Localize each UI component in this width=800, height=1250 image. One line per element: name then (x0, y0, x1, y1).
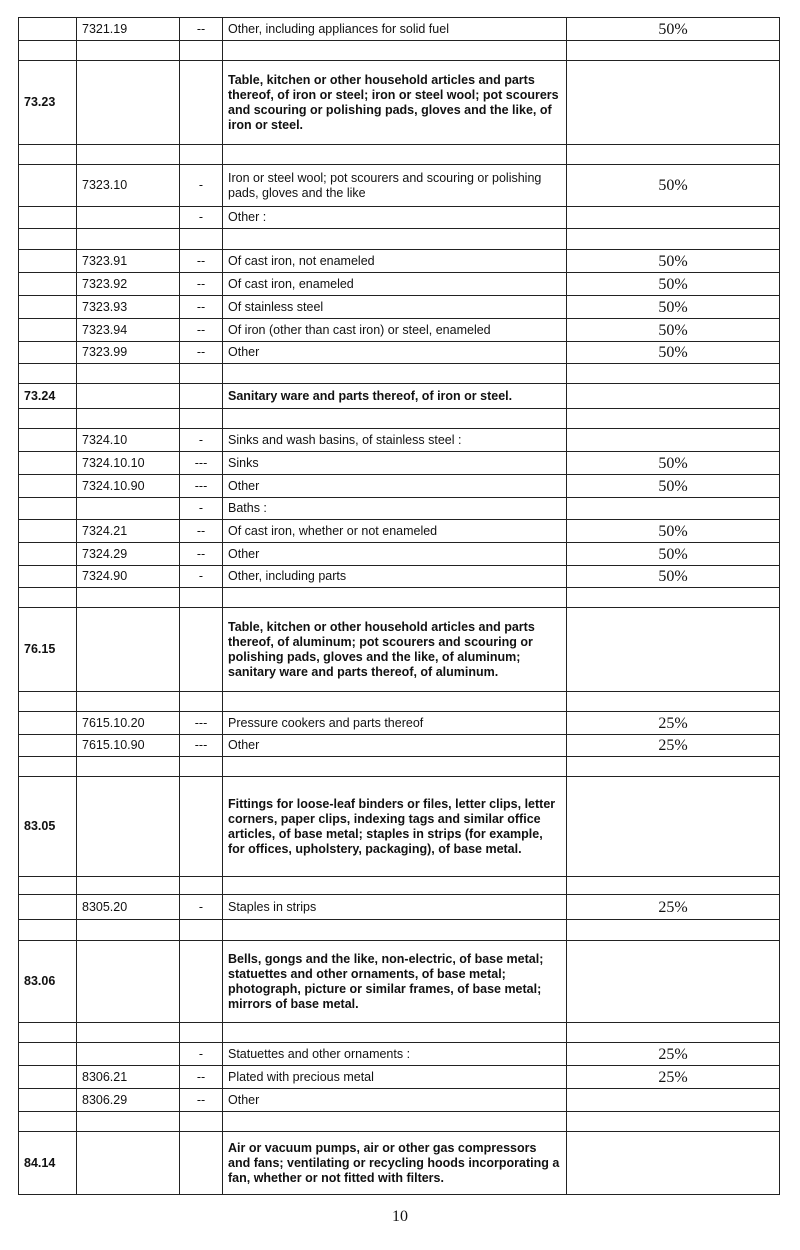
heading-number-cell: 83.06 (19, 941, 77, 1023)
table-row (19, 296, 780, 319)
indent-dash-cell: - (180, 207, 223, 229)
duty-rate-cell: 50% (567, 273, 780, 296)
tariff-code-cell (77, 777, 180, 877)
indent-dash-cell (180, 364, 223, 384)
spacer-row (19, 229, 780, 250)
heading-number-cell (19, 895, 77, 920)
spacer-row (19, 920, 780, 941)
heading-number-cell (19, 566, 77, 588)
description-cell (223, 41, 567, 61)
spacer-row (19, 364, 780, 384)
indent-dash-cell (180, 608, 223, 692)
indent-dash-cell: - (180, 1043, 223, 1066)
heading-row (19, 61, 780, 145)
heading-number-cell (19, 877, 77, 895)
table-row (19, 165, 780, 207)
heading-number-cell (19, 1066, 77, 1089)
duty-rate-cell: 50% (567, 543, 780, 566)
tariff-code-cell (77, 229, 180, 250)
indent-dash-cell: -- (180, 250, 223, 273)
description-cell: Other : (223, 207, 567, 229)
description-cell: Of iron (other than cast iron) or steel, enameled (223, 319, 567, 342)
indent-dash-cell (180, 1023, 223, 1043)
tariff-code-cell: 7323.94 (77, 319, 180, 342)
heading-number-cell (19, 364, 77, 384)
heading-number-cell: 73.23 (19, 61, 77, 145)
description-cell: Statuettes and other ornaments : (223, 1043, 567, 1066)
duty-rate-cell (567, 757, 780, 777)
description-cell: Other (223, 475, 567, 498)
indent-dash-cell (180, 920, 223, 941)
indent-dash-cell (180, 229, 223, 250)
description-cell: Table, kitchen or other household articles and parts thereof, of aluminum; pot scourers and scouring or polishing pads, gloves and the like, of aluminum; sanitary ware and parts thereof, of aluminum. (223, 608, 567, 692)
duty-rate-cell (567, 429, 780, 452)
spacer-row (19, 1023, 780, 1043)
duty-rate-cell: 50% (567, 342, 780, 364)
duty-rate-cell (567, 364, 780, 384)
duty-rate-cell: 50% (567, 250, 780, 273)
spacer-row (19, 588, 780, 608)
tariff-code-cell: 7323.99 (77, 342, 180, 364)
duty-rate-cell (567, 41, 780, 61)
duty-rate-cell (567, 1089, 780, 1112)
heading-number-cell (19, 543, 77, 566)
heading-number-cell (19, 920, 77, 941)
description-cell (223, 757, 567, 777)
indent-dash-cell (180, 692, 223, 712)
table-row (19, 895, 780, 920)
description-cell: Other, including appliances for solid fuel (223, 18, 567, 41)
tariff-code-cell: 8306.29 (77, 1089, 180, 1112)
indent-dash-cell: -- (180, 543, 223, 566)
duty-rate-cell: 50% (567, 319, 780, 342)
tariff-code-cell (77, 1132, 180, 1195)
tariff-code-cell (77, 384, 180, 409)
tariff-code-cell (77, 1023, 180, 1043)
indent-dash-cell: - (180, 566, 223, 588)
description-cell (223, 409, 567, 429)
indent-dash-cell: -- (180, 319, 223, 342)
duty-rate-cell (567, 1112, 780, 1132)
duty-rate-cell: 50% (567, 452, 780, 475)
tariff-code-cell: 7324.10.10 (77, 452, 180, 475)
duty-rate-cell (567, 877, 780, 895)
indent-dash-cell (180, 409, 223, 429)
indent-dash-cell (180, 145, 223, 165)
heading-number-cell (19, 165, 77, 207)
duty-rate-cell: 50% (567, 18, 780, 41)
indent-dash-cell (180, 1112, 223, 1132)
duty-rate-cell: 25% (567, 1043, 780, 1066)
description-cell: Of stainless steel (223, 296, 567, 319)
duty-rate-cell: 50% (567, 566, 780, 588)
description-cell: Fittings for loose-leaf binders or files, letter clips, letter corners, paper clips, indexing tags and similar office articles, of base metal; staples in strips (for example, for offices, upholstery, packaging), of base metal. (223, 777, 567, 877)
description-cell: Other (223, 543, 567, 566)
description-cell: Sinks and wash basins, of stainless steel : (223, 429, 567, 452)
tariff-code-cell (77, 757, 180, 777)
description-cell: Of cast iron, not enameled (223, 250, 567, 273)
indent-dash-cell (180, 41, 223, 61)
duty-rate-cell (567, 1023, 780, 1043)
heading-number-cell (19, 1089, 77, 1112)
tariff-code-cell: 7324.10 (77, 429, 180, 452)
description-cell: Staples in strips (223, 895, 567, 920)
description-cell: Table, kitchen or other household articles and parts thereof, of iron or steel; iron or steel wool; pot scourers and scouring or polishing pads, gloves and the like, of iron or steel. (223, 61, 567, 145)
description-cell (223, 364, 567, 384)
duty-rate-cell (567, 145, 780, 165)
spacer-row (19, 409, 780, 429)
table-row (19, 520, 780, 543)
duty-rate-cell: 25% (567, 712, 780, 735)
heading-number-cell (19, 296, 77, 319)
heading-number-cell: 73.24 (19, 384, 77, 409)
indent-dash-cell (180, 1132, 223, 1195)
heading-number-cell (19, 1023, 77, 1043)
indent-dash-cell (180, 777, 223, 877)
duty-rate-cell: 25% (567, 735, 780, 757)
description-cell: Other (223, 342, 567, 364)
description-cell: Other, including parts (223, 566, 567, 588)
tariff-code-cell: 7323.10 (77, 165, 180, 207)
heading-number-cell (19, 319, 77, 342)
indent-dash-cell (180, 61, 223, 145)
spacer-row (19, 757, 780, 777)
duty-rate-cell (567, 941, 780, 1023)
duty-rate-cell (567, 692, 780, 712)
table-row (19, 342, 780, 364)
tariff-code-cell: 7321.19 (77, 18, 180, 41)
duty-rate-cell (567, 588, 780, 608)
indent-dash-cell: - (180, 165, 223, 207)
table-row (19, 566, 780, 588)
tariff-code-cell (77, 41, 180, 61)
tariff-code-cell: 8306.21 (77, 1066, 180, 1089)
duty-rate-cell (567, 384, 780, 409)
heading-number-cell (19, 429, 77, 452)
table-row (19, 1043, 780, 1066)
description-cell: Sinks (223, 452, 567, 475)
duty-rate-cell (567, 608, 780, 692)
heading-number-cell: 84.14 (19, 1132, 77, 1195)
description-cell (223, 229, 567, 250)
heading-number-cell (19, 145, 77, 165)
description-cell: Plated with precious metal (223, 1066, 567, 1089)
heading-number-cell (19, 342, 77, 364)
heading-number-cell (19, 757, 77, 777)
description-cell: Air or vacuum pumps, air or other gas compressors and fans; ventilating or recycling hoods incorporating a fan, whether or not fitted with filters. (223, 1132, 567, 1195)
heading-number-cell (19, 18, 77, 41)
description-cell (223, 588, 567, 608)
indent-dash-cell: - (180, 429, 223, 452)
table-row (19, 207, 780, 229)
description-cell: Other (223, 1089, 567, 1112)
indent-dash-cell: - (180, 498, 223, 520)
table-row (19, 498, 780, 520)
description-cell: Other (223, 735, 567, 757)
duty-rate-cell (567, 920, 780, 941)
duty-rate-cell (567, 207, 780, 229)
indent-dash-cell (180, 877, 223, 895)
heading-row (19, 608, 780, 692)
table-row (19, 712, 780, 735)
table-row (19, 475, 780, 498)
description-cell (223, 920, 567, 941)
indent-dash-cell: --- (180, 735, 223, 757)
heading-number-cell (19, 588, 77, 608)
heading-number-cell (19, 735, 77, 757)
heading-number-cell (19, 229, 77, 250)
tariff-code-cell: 7615.10.90 (77, 735, 180, 757)
heading-row (19, 777, 780, 877)
description-cell (223, 1023, 567, 1043)
table-row (19, 735, 780, 757)
table-row (19, 1089, 780, 1112)
tariff-code-cell (77, 920, 180, 941)
heading-number-cell (19, 692, 77, 712)
heading-number-cell: 76.15 (19, 608, 77, 692)
tariff-code-cell (77, 1112, 180, 1132)
description-cell: Of cast iron, enameled (223, 273, 567, 296)
tariff-code-cell (77, 877, 180, 895)
duty-rate-cell: 50% (567, 165, 780, 207)
spacer-row (19, 41, 780, 61)
tariff-code-cell (77, 207, 180, 229)
duty-rate-cell: 50% (567, 520, 780, 543)
spacer-row (19, 692, 780, 712)
spacer-row (19, 877, 780, 895)
description-cell: Baths : (223, 498, 567, 520)
heading-number-cell (19, 712, 77, 735)
duty-rate-cell: 50% (567, 296, 780, 319)
description-cell (223, 1112, 567, 1132)
tariff-code-cell: 8305.20 (77, 895, 180, 920)
tariff-code-cell (77, 409, 180, 429)
tariff-code-cell: 7324.10.90 (77, 475, 180, 498)
heading-row (19, 941, 780, 1023)
heading-number-cell (19, 250, 77, 273)
heading-number-cell (19, 409, 77, 429)
description-cell (223, 145, 567, 165)
heading-number-cell (19, 273, 77, 296)
heading-number-cell (19, 452, 77, 475)
table-row (19, 1066, 780, 1089)
description-cell (223, 877, 567, 895)
indent-dash-cell: -- (180, 1066, 223, 1089)
indent-dash-cell: -- (180, 342, 223, 364)
table-row (19, 18, 780, 41)
tariff-code-cell (77, 364, 180, 384)
indent-dash-cell: -- (180, 18, 223, 41)
spacer-row (19, 1112, 780, 1132)
indent-dash-cell: -- (180, 1089, 223, 1112)
tariff-code-cell (77, 498, 180, 520)
duty-rate-cell (567, 498, 780, 520)
heading-row (19, 1132, 780, 1195)
tariff-table-body (19, 18, 780, 1195)
tariff-code-cell (77, 588, 180, 608)
indent-dash-cell: - (180, 895, 223, 920)
indent-dash-cell: --- (180, 452, 223, 475)
table-row (19, 319, 780, 342)
indent-dash-cell: --- (180, 475, 223, 498)
duty-rate-cell: 25% (567, 1066, 780, 1089)
heading-number-cell (19, 1112, 77, 1132)
duty-rate-cell (567, 61, 780, 145)
table-row (19, 452, 780, 475)
indent-dash-cell: -- (180, 296, 223, 319)
heading-number-cell (19, 520, 77, 543)
description-cell: Bells, gongs and the like, non-electric, of base metal; statuettes and other ornaments, of base metal; photograph, picture or similar frames, of base metal; mirrors of base metal. (223, 941, 567, 1023)
tariff-code-cell (77, 61, 180, 145)
duty-rate-cell (567, 409, 780, 429)
description-cell: Of cast iron, whether or not enameled (223, 520, 567, 543)
tariff-code-cell (77, 941, 180, 1023)
duty-rate-cell: 50% (567, 475, 780, 498)
heading-number-cell: 83.05 (19, 777, 77, 877)
tariff-code-cell: 7323.92 (77, 273, 180, 296)
spacer-row (19, 145, 780, 165)
indent-dash-cell (180, 757, 223, 777)
tariff-code-cell (77, 1043, 180, 1066)
heading-number-cell (19, 1043, 77, 1066)
heading-number-cell (19, 498, 77, 520)
table-row (19, 429, 780, 452)
tariff-code-cell (77, 145, 180, 165)
table-row (19, 273, 780, 296)
heading-number-cell (19, 475, 77, 498)
tariff-code-cell: 7324.29 (77, 543, 180, 566)
indent-dash-cell (180, 941, 223, 1023)
description-cell: Pressure cookers and parts thereof (223, 712, 567, 735)
heading-number-cell (19, 207, 77, 229)
duty-rate-cell (567, 1132, 780, 1195)
tariff-code-cell (77, 692, 180, 712)
indent-dash-cell (180, 384, 223, 409)
tariff-table (18, 17, 780, 1195)
description-cell: Iron or steel wool; pot scourers and scouring or polishing pads, gloves and the like (223, 165, 567, 207)
description-cell: Sanitary ware and parts thereof, of iron or steel. (223, 384, 567, 409)
duty-rate-cell: 25% (567, 895, 780, 920)
table-row (19, 543, 780, 566)
tariff-code-cell: 7323.91 (77, 250, 180, 273)
page-number: 10 (392, 1208, 408, 1225)
tariff-code-cell: 7324.90 (77, 566, 180, 588)
heading-number-cell (19, 41, 77, 61)
duty-rate-cell (567, 777, 780, 877)
tariff-code-cell: 7324.21 (77, 520, 180, 543)
duty-rate-cell (567, 229, 780, 250)
heading-row (19, 384, 780, 409)
tariff-code-cell: 7615.10.20 (77, 712, 180, 735)
tariff-code-cell (77, 608, 180, 692)
indent-dash-cell: -- (180, 520, 223, 543)
indent-dash-cell: --- (180, 712, 223, 735)
tariff-code-cell: 7323.93 (77, 296, 180, 319)
description-cell (223, 692, 567, 712)
table-row (19, 250, 780, 273)
indent-dash-cell (180, 588, 223, 608)
indent-dash-cell: -- (180, 273, 223, 296)
